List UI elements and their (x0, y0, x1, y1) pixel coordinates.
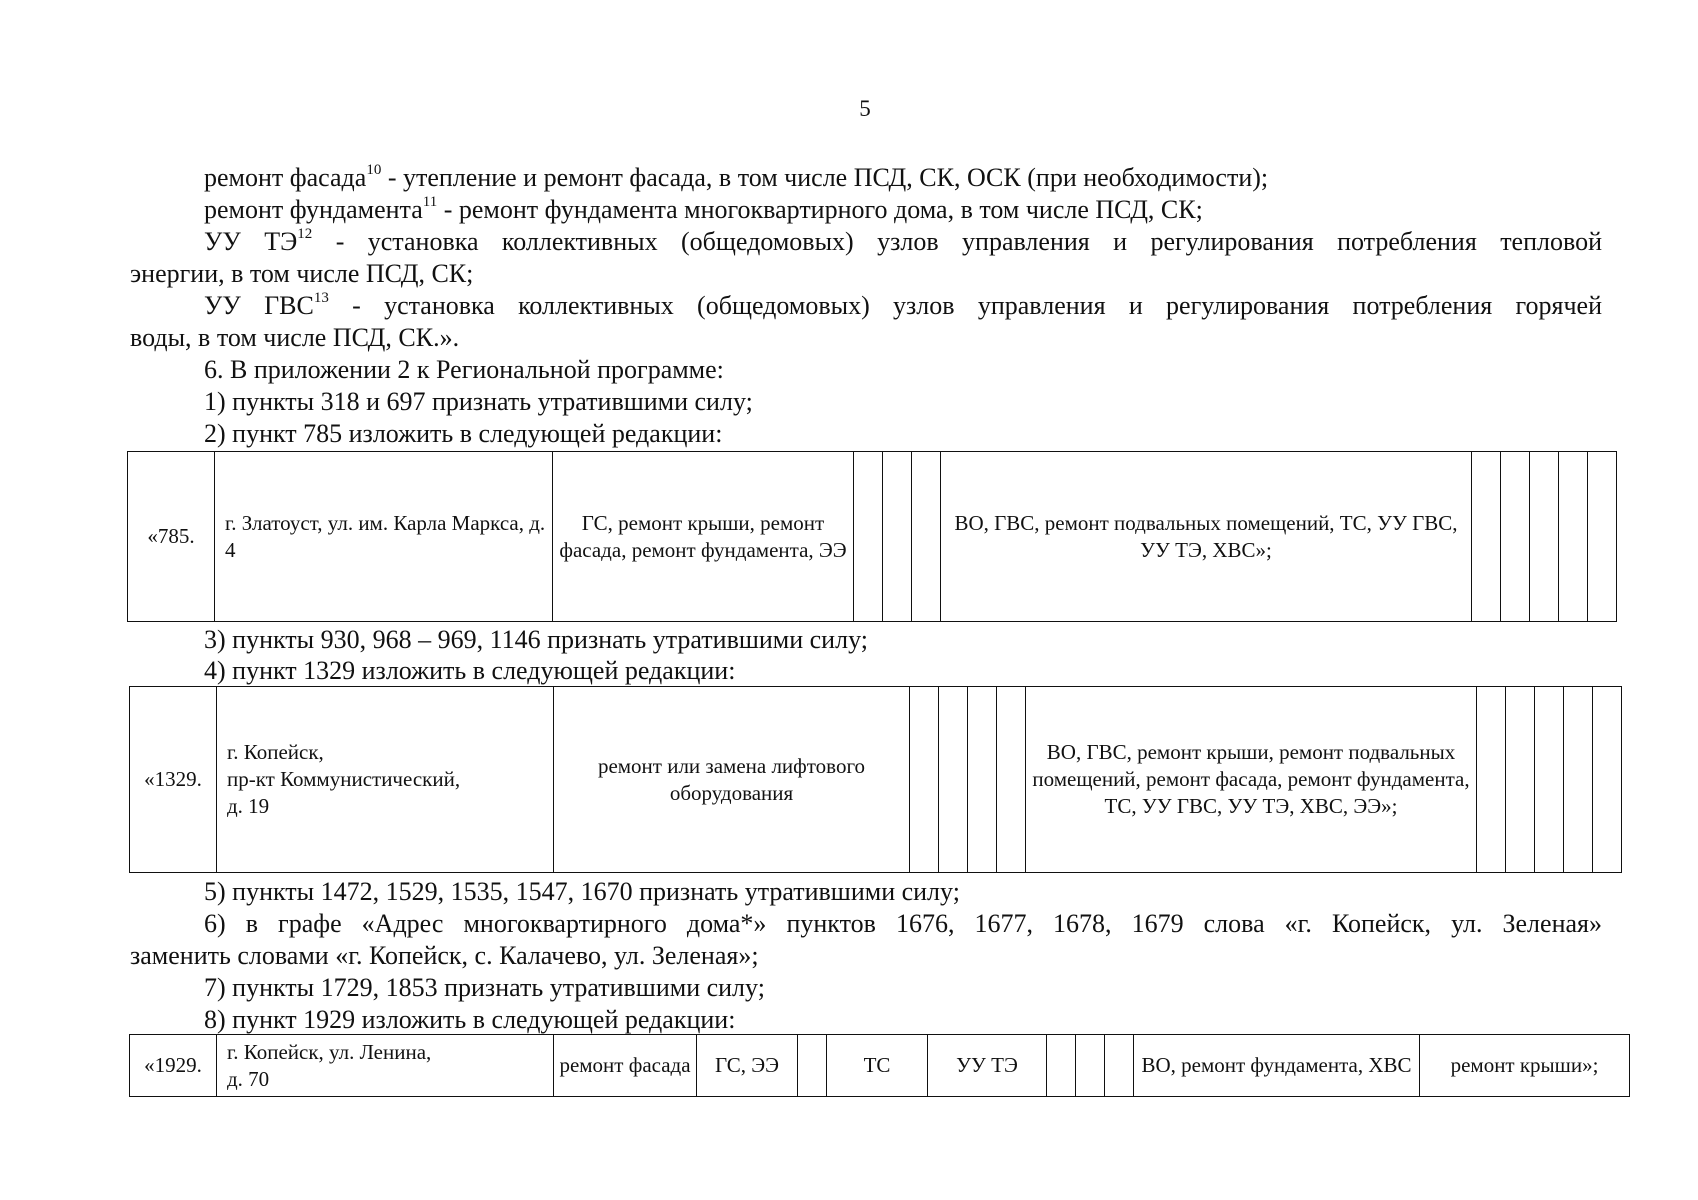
paragraph-line: заменить словами «г. Копейск, с. Калачево, ул. Зеленая»; (130, 941, 759, 970)
works-cell: ГС, ремонт крыши, ремонт фасада, ремонт фундамента, ЭЭ (553, 452, 854, 622)
table-item-785 (127, 451, 1617, 622)
address-cell (217, 1035, 554, 1097)
works-cell: ВО, ГВС, ремонт крыши, ремонт подвальных помещений, ремонт фасада, ремонт фундамента, ТС, УУ ГВС, УУ ТЭ, ХВС, ЭЭ»; (1026, 687, 1477, 873)
empty-cell (1472, 452, 1501, 622)
address-cell (217, 687, 554, 873)
empty-cell (1501, 452, 1530, 622)
paragraph-line: ремонт фасада$^{10}$ - утепление и ремонт фасада, в том числе ПСД, СК, ОСК (при необходимости); (204, 162, 1269, 192)
table-item-1329 (129, 686, 1622, 873)
paragraph-line: УУ ГВС$^{13}$ - установка коллективных (общедомовых) узлов управления и регулирования потребления горячей (204, 290, 1603, 320)
paragraph-line: 2) пункт 785 изложить в следующей редакции: (204, 419, 723, 448)
item-number: «1929. (130, 1035, 217, 1097)
paragraph-line: 1) пункты 318 и 697 признать утратившими силу; (204, 387, 753, 416)
empty-cell (968, 687, 997, 873)
paragraph-line: 7) пункты 1729, 1853 признать утратившими силу; (204, 973, 765, 1002)
works-cell: ТС (827, 1035, 928, 1097)
address-line: г. Копейск, (227, 740, 324, 764)
paragraph-line: ремонт фундамента$^{11}$ - ремонт фундамента многоквартирного дома, в том числе ПСД, СК; (204, 194, 1203, 224)
paragraph-line: УУ ТЭ$^{12}$ - установка коллективных (общедомовых) узлов управления и регулирования потребления тепловой (204, 226, 1602, 256)
empty-cell (1530, 452, 1559, 622)
page-number: 5 (859, 96, 871, 121)
paragraph-line: 5) пункты 1472, 1529, 1535, 1547, 1670 признать утратившими силу; (204, 877, 960, 906)
empty-cell (1105, 1035, 1134, 1097)
address-line: г. Копейск, ул. Ленина, (227, 1039, 432, 1064)
empty-cell (1535, 687, 1564, 873)
empty-cell (798, 1035, 827, 1097)
address-cell: г. Златоуст, ул. им. Карла Маркса, д. 4 (215, 452, 553, 622)
empty-cell (939, 687, 968, 873)
address-line: пр-кт Коммунистический, (227, 767, 461, 791)
paragraph-line: 6. В приложении 2 к Региональной программе: (204, 355, 724, 384)
empty-cell (1076, 1035, 1105, 1097)
works-cell: ремонт или замена лифтового оборудования (554, 687, 910, 873)
empty-cell (1506, 687, 1535, 873)
works-cell: ВО, ГВС, ремонт подвальных помещений, ТС, УУ ГВС, УУ ТЭ, ХВС»; (941, 452, 1472, 622)
empty-cell (1564, 687, 1593, 873)
address-line: д. 19 (227, 794, 270, 818)
works-cell: ГС, ЭЭ (697, 1035, 798, 1097)
empty-cell (1593, 687, 1622, 873)
paragraph-line: воды, в том числе ПСД, СК.». (130, 323, 460, 352)
paragraph-line: энергии, в том числе ПСД, СК; (130, 259, 474, 288)
empty-cell (883, 452, 912, 622)
item-number: «1329. (130, 687, 217, 873)
empty-cell (1047, 1035, 1076, 1097)
item-number: «785. (128, 452, 215, 622)
works-cell: ремонт фасада (554, 1035, 697, 1097)
empty-cell (854, 452, 883, 622)
works-cell: УУ ТЭ (928, 1035, 1047, 1097)
paragraph-line: 3) пункты 930, 968 – 969, 1146 признать утратившими силу; (204, 625, 868, 654)
paragraph-line: 8) пункт 1929 изложить в следующей редакции: (204, 1005, 736, 1034)
empty-cell (1588, 452, 1617, 622)
empty-cell (912, 452, 941, 622)
empty-cell (1477, 687, 1506, 873)
works-cell: ВО, ремонт фундамента, ХВС (1134, 1035, 1420, 1097)
address-line: д. 70 (227, 1066, 270, 1091)
paragraph-line: 4) пункт 1329 изложить в следующей редакции: (204, 656, 736, 685)
empty-cell (910, 687, 939, 873)
empty-cell (1559, 452, 1588, 622)
table-item-1929 (129, 1034, 1630, 1097)
empty-cell (997, 687, 1026, 873)
paragraph-line: 6) в графе «Адрес многоквартирного дома*» пунктов 1676, 1677, 1678, 1679 слова «г. Копейск, ул. Зеленая» (204, 909, 1602, 938)
works-cell: ремонт крыши»; (1420, 1035, 1630, 1097)
